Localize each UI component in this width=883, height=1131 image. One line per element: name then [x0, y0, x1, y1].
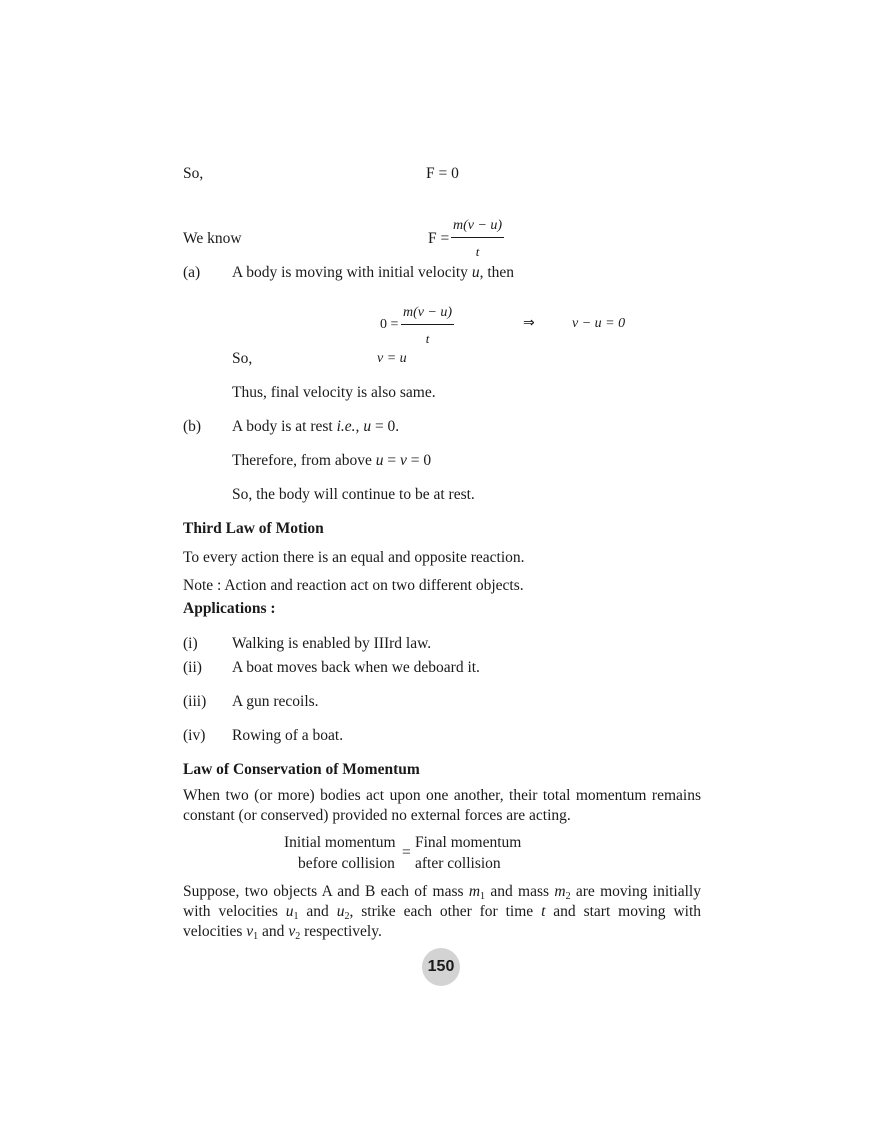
force-equals: F = [428, 230, 450, 247]
application-text: Walking is enabled by IIIrd law. [232, 635, 432, 652]
force-zero-equation: F = 0 [426, 165, 459, 182]
page-number: 150 [422, 948, 460, 986]
force-fraction [451, 218, 504, 260]
zero-fraction [401, 305, 454, 347]
fraction-numerator: m(v − u) [401, 305, 454, 325]
thus-text: Thus, final velocity is also same. [232, 384, 436, 401]
conservation-heading: Law of Conservation of Momentum [183, 761, 420, 778]
v-minus-u-equation: v − u = 0 [572, 316, 626, 331]
applications-heading: Applications : [183, 600, 276, 617]
fraction-numerator: m(v − u) [451, 218, 504, 238]
momentum-left-line1: Initial momentum [284, 834, 396, 851]
suppose-text: Suppose, two objects A and B each of mass $m_1$ and mass $m_2$ are moving initially with velocities $u_1$ and $u_2$, strike each other for time t and start moving with velocities $v_1$ and $v_2$ respectively. [183, 883, 701, 942]
application-label: (i) [183, 635, 198, 652]
application-label: (iv) [183, 727, 206, 744]
third-law-text: To every action there is an equal and opposite reaction. [183, 549, 525, 566]
conservation-text: When two (or more) bodies act upon one another, their total momentum remains constant (or conserved) provided no external forces are acting. [183, 787, 701, 824]
momentum-right-line2: after collision [415, 855, 501, 872]
so-label-2: So, [232, 350, 253, 367]
note-text: Note : Action and reaction act on two different objects. [183, 577, 524, 594]
fraction-denominator: t [475, 244, 480, 259]
fraction-denominator: t [425, 331, 430, 346]
item-a-label: (a) [183, 264, 201, 281]
item-b-text: A body is at rest i.e., u = 0. [232, 418, 400, 435]
application-text: A gun recoils. [232, 693, 319, 710]
rest-text: So, the body will continue to be at rest. [232, 486, 475, 503]
item-b-label: (b) [183, 418, 202, 435]
application-text: A boat moves back when we deboard it. [232, 659, 480, 676]
momentum-right-line1: Final momentum [415, 834, 522, 851]
zero-equals: 0 = [380, 317, 399, 332]
application-text: Rowing of a boat. [232, 727, 344, 744]
application-label: (iii) [183, 693, 207, 710]
so-label-1: So, [183, 165, 204, 182]
momentum-left-line2: before collision [298, 855, 395, 872]
implies-symbol: ⇒ [523, 315, 535, 331]
momentum-equals: = [402, 844, 411, 861]
third-law-heading: Third Law of Motion [183, 520, 324, 537]
we-know-label: We know [183, 230, 242, 247]
application-label: (ii) [183, 659, 202, 676]
v-equals-u: v = u [377, 351, 407, 366]
therefore-text: Therefore, from above u = v = 0 [232, 452, 432, 469]
item-a-text: A body is moving with initial velocity u, then [232, 264, 514, 281]
